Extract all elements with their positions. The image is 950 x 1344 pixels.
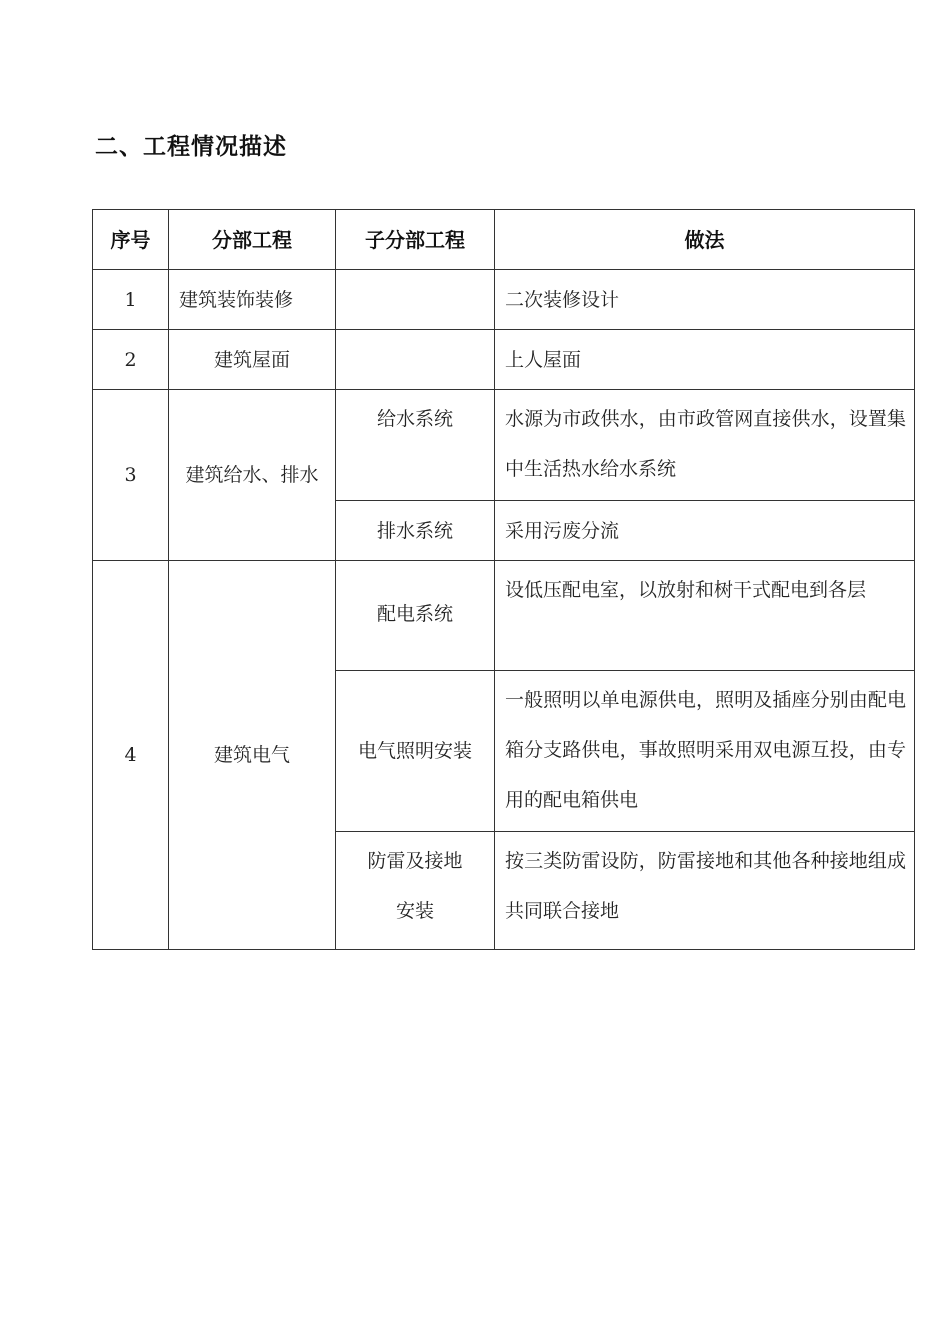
section-heading: 二、工程情况描述: [95, 134, 287, 160]
row-index: 2: [93, 330, 169, 390]
row-index: 4: [93, 561, 169, 950]
table-row: [93, 270, 915, 330]
row-method: 上人屋面: [495, 330, 915, 390]
row-division: 建筑屋面: [169, 330, 336, 390]
table-row: [93, 330, 915, 390]
table-row: [93, 390, 915, 501]
row-subdivision: 排水系统: [336, 501, 495, 561]
row-method: 采用污废分流: [495, 501, 915, 561]
row-subdivision: [336, 330, 495, 390]
row-index: 1: [93, 270, 169, 330]
row-method: 水源为市政供水，由市政管网直接供水，设置集中生活热水给水系统: [495, 390, 915, 501]
row-subdivision: 防雷及接地安装: [336, 832, 495, 950]
header-division: 分部工程: [169, 210, 336, 270]
row-index: 3: [93, 390, 169, 561]
header-subdivision: 子分部工程: [336, 210, 495, 270]
row-subdivision: [336, 270, 495, 330]
row-subdivision: 电气照明安装: [336, 671, 495, 832]
row-subdivision: 配电系统: [336, 561, 495, 671]
row-division: 建筑电气: [169, 561, 336, 950]
row-subdivision: 给水系统: [336, 390, 495, 501]
row-division: 建筑装饰装修: [169, 270, 336, 330]
row-division: 建筑给水、排水: [169, 390, 336, 561]
table-row: [93, 561, 915, 671]
table-header-row: [93, 210, 915, 270]
row-method: 二次装修设计: [495, 270, 915, 330]
row-method: 设低压配电室，以放射和树干式配电到各层: [495, 561, 915, 671]
project-description-table: [92, 209, 915, 950]
header-index: 序号: [93, 210, 169, 270]
row-method: 一般照明以单电源供电，照明及插座分别由配电箱分支路供电，事故照明采用双电源互投，由专用的配电箱供电: [495, 671, 915, 832]
row-method: 按三类防雷设防，防雷接地和其他各种接地组成共同联合接地: [495, 832, 915, 950]
header-method: 做法: [495, 210, 915, 270]
